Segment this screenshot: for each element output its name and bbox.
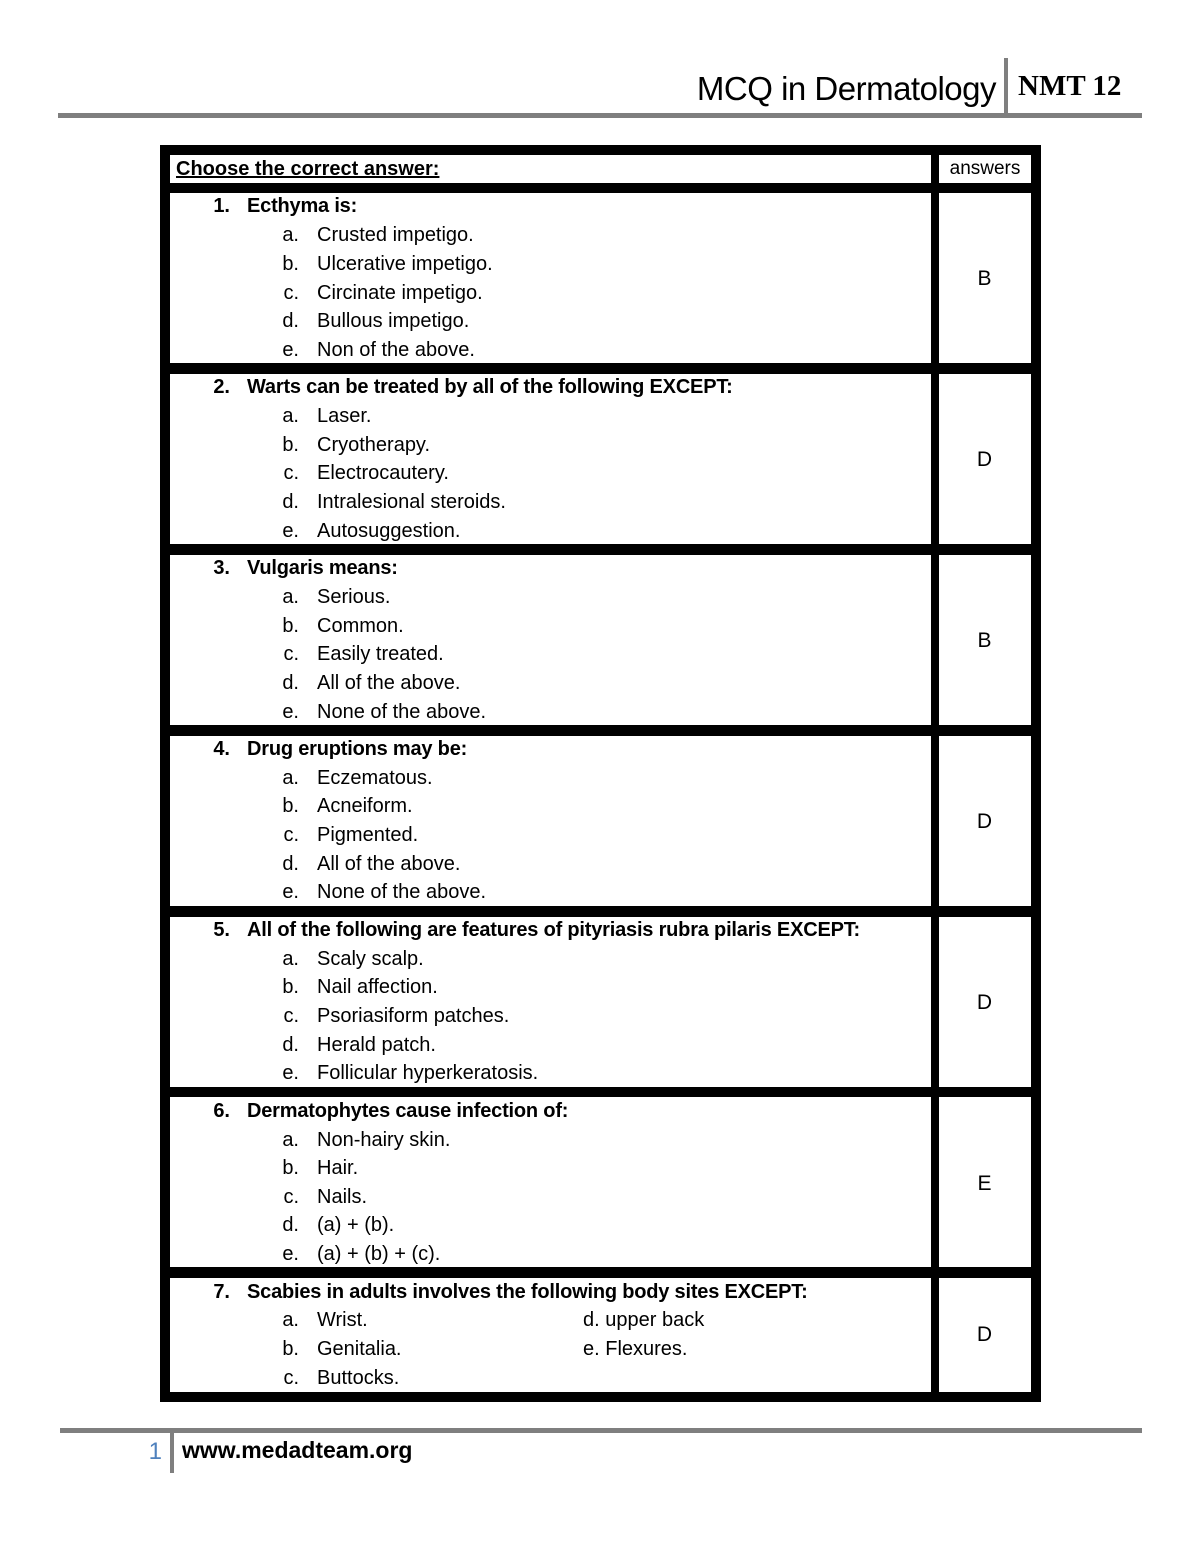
option-letter: c. (283, 1186, 299, 1208)
option-text: All of the above. (317, 672, 461, 694)
answer-value: D (976, 448, 993, 471)
option-letter: a. (282, 948, 299, 970)
option-text: Common. (317, 615, 404, 637)
answer-value: B (977, 267, 992, 290)
question-cell (170, 193, 931, 363)
option-text: Bullous impetigo. (317, 310, 470, 332)
option-letter: b. (282, 795, 299, 817)
option-text: None of the above. (317, 881, 487, 903)
question-text: All of the following are features of pityriasis rubra pilaris EXCEPT: (247, 919, 860, 941)
question-number: 4. (213, 738, 230, 760)
option-text: Nail affection. (317, 976, 438, 998)
option-letter: b. (282, 253, 299, 275)
question-number: 3. (213, 557, 230, 579)
option-letter: e. (282, 1062, 299, 1084)
answer-value: D (976, 1323, 993, 1346)
option-text: Genitalia. (317, 1338, 402, 1360)
option-text: Serious. (317, 586, 391, 608)
option-letter: b. (282, 1157, 299, 1179)
question-cell (170, 374, 931, 544)
question-number: 2. (213, 376, 230, 398)
footer-divider (170, 1431, 174, 1473)
option-text: Autosuggestion. (317, 520, 461, 542)
option-letter: d. (282, 491, 299, 513)
option-text: Ulcerative impetigo. (317, 253, 493, 275)
option-text: Cryotherapy. (317, 434, 431, 456)
option-letter: a. (282, 586, 299, 608)
option-letter: e. (282, 1243, 299, 1265)
website-link[interactable]: www.medadteam.org (182, 1437, 413, 1463)
option-letter: c. (283, 462, 299, 484)
option-letter: c. (283, 282, 299, 304)
question-cell (170, 555, 931, 725)
option-letter: c. (283, 643, 299, 665)
option-letter: b. (282, 976, 299, 998)
question-text: Warts can be treated by all of the following EXCEPT: (247, 376, 733, 398)
option-letter: b. (282, 1338, 299, 1360)
option-letter: d. (282, 310, 299, 332)
option-letter: e. (282, 881, 299, 903)
footer-rule (60, 1428, 1142, 1433)
option-text: None of the above. (317, 701, 487, 723)
question-text: Ecthyma is: (247, 195, 358, 217)
option-text: Acneiform. (317, 795, 413, 817)
option-letter: a. (282, 1129, 299, 1151)
option-text: Nails. (317, 1186, 368, 1208)
question-number: 1. (213, 195, 230, 217)
question-number: 5. (213, 919, 230, 941)
option-letter: e. (282, 339, 299, 361)
option-letter: d. (282, 672, 299, 694)
option-text: Scaly scalp. (317, 948, 424, 970)
option-text: Intralesional steroids. (317, 491, 506, 513)
option-text: Laser. (317, 405, 372, 427)
option-text: Non of the above. (317, 339, 475, 361)
option-letter: a. (282, 767, 299, 789)
option-text: Crusted impetigo. (317, 224, 474, 246)
option-text: (a) + (b). (317, 1214, 395, 1236)
question-number: 7. (213, 1281, 230, 1303)
option-letter: e. (282, 701, 299, 723)
course-code: NMT 12 (1018, 70, 1122, 102)
answer-value: D (976, 810, 993, 833)
document-title: MCQ in Dermatology (696, 70, 996, 107)
option-letter: a. (282, 1309, 299, 1331)
option-text: Eczematous. (317, 767, 433, 789)
option-letter: a. (282, 224, 299, 246)
option-letter: d. (282, 1214, 299, 1236)
option-text: Hair. (317, 1157, 359, 1179)
option-letter: c. (283, 824, 299, 846)
option-text: All of the above. (317, 853, 461, 875)
question-number: 6. (213, 1100, 230, 1122)
option-letter: d. (282, 1034, 299, 1056)
option-e-text: e. Flexures. (583, 1338, 688, 1360)
option-d-text: d. upper back (583, 1309, 705, 1331)
option-letter: b. (282, 615, 299, 637)
answers-column-header: answers (949, 158, 1021, 179)
question-text: Dermatophytes cause infection of: (247, 1100, 569, 1122)
option-text: Non-hairy skin. (317, 1129, 451, 1151)
option-text: Follicular hyperkeratosis. (317, 1062, 539, 1084)
option-text: Psoriasiform patches. (317, 1005, 510, 1027)
header-divider (1004, 58, 1008, 114)
option-letter: b. (282, 434, 299, 456)
question-text: Vulgaris means: (247, 557, 398, 579)
question-text: Drug eruptions may be: (247, 738, 468, 760)
option-text: Pigmented. (317, 824, 419, 846)
option-letter: c. (283, 1005, 299, 1027)
page-number: 1 (148, 1438, 162, 1465)
option-text: Herald patch. (317, 1034, 436, 1056)
header-rule (58, 113, 1142, 118)
option-letter: a. (282, 405, 299, 427)
answer-value: B (977, 629, 992, 652)
answer-value: E (977, 1172, 992, 1195)
option-text: Circinate impetigo. (317, 282, 483, 304)
option-letter: c. (283, 1367, 299, 1389)
answer-value: D (976, 991, 993, 1014)
option-letter: e. (282, 520, 299, 542)
option-letter: d. (282, 853, 299, 875)
option-text: Electrocautery. (317, 462, 449, 484)
option-text: Wrist. (317, 1309, 368, 1331)
option-text: Easily treated. (317, 643, 444, 665)
option-text: Buttocks. (317, 1367, 400, 1389)
question-text: Scabies in adults involves the following body sites EXCEPT: (247, 1281, 808, 1303)
option-text: (a) + (b) + (c). (317, 1243, 441, 1265)
instruction-prompt: Choose the correct answer: (176, 158, 440, 180)
